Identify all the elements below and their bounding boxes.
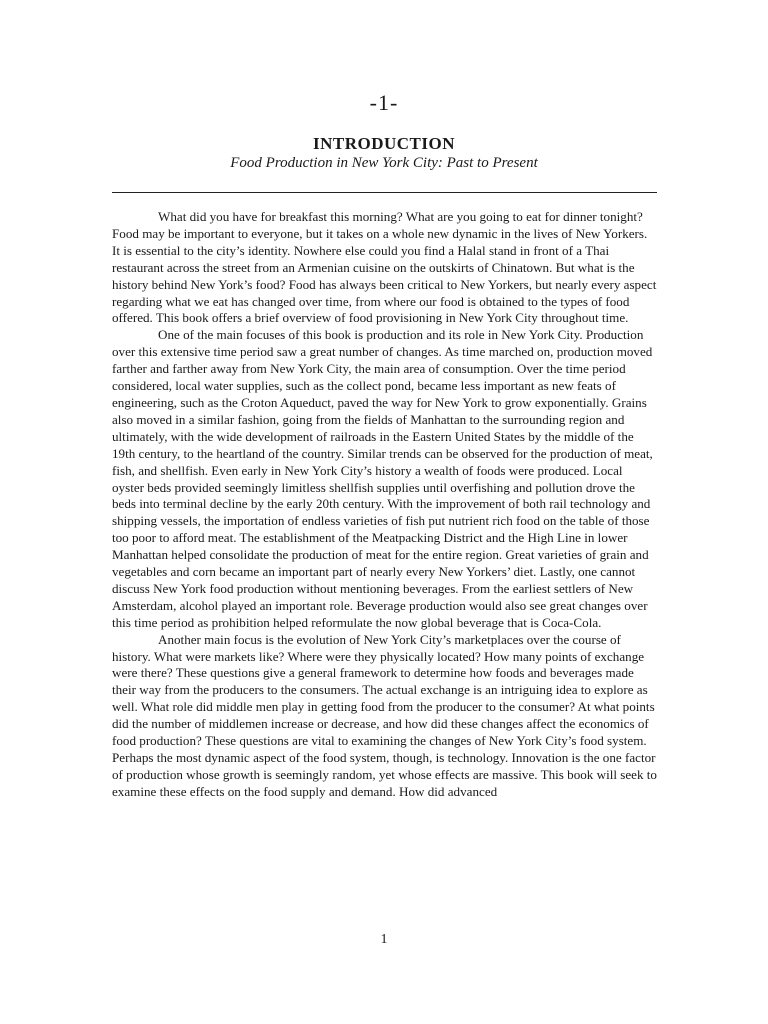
title-divider bbox=[112, 192, 657, 193]
paragraph: One of the main focuses of this book is production and its role in New York City. Production over this extensive time period saw a great number of changes. As time marched on, production moved farther and farther away from New York City, the main area of consumption. Over the time period considered, local water supplies, such as the collect pond, became less important as new feats of engineering, such as the Croton Aqueduct, paved the way for New York to grow exponentially. Grains also moved in a similar fashion, going from the fields of Manhattan to the surrounding region and ultimately, with the wide development of railroads in the Eastern United States by the middle of the 19th century, to the heartland of the country. Similar trends can be observed for the production of meat, fish, and shellfish. Even early in New York City’s history a wealth of foods were produced. Local oyster beds provided seemingly limitless shellfish supplies until overfishing and pollution drove the beds into terminal decline by the early 20th century. With the improvement of both rail technology and shipping vessels, the importation of endless varieties of fish put nutrient rich food on the table of those too poor to afford meat. The establishment of the Meatpacking District and the High Line in lower Manhattan helped consolidate the production of meat for the entire region. Great varieties of grain and vegetables and corn became an important part of nearly every New Yorkers’ diet. Lastly, one cannot discuss New York food production without mentioning beverages. From the earliest settlers of New Amsterdam, alcohol played an important role. Beverage production would also see great changes over this time period as prohibition helped reformulate the now global beverage that is Coca-Cola. bbox=[112, 327, 653, 630]
page-number: 1 bbox=[380, 932, 388, 947]
chapter-number: -1- bbox=[369, 90, 399, 115]
body-text bbox=[112, 209, 657, 801]
paragraph: What did you have for breakfast this morning? What are you going to eat for dinner tonight? Food may be important to everyone, but it takes on a whole new dynamic in the lives of New Yorkers. It is essential to the city’s identity. Nowhere else could you find a Halal stand in front of a Thai restaurant across the street from an Armenian cuisine on the outskirts of Chinatown. But what is the history behind New York’s food? Food has always been critical to New Yorkers, but nearly every aspect regarding what we eat has changed over time, from where our food is obtained to the types of food offered. This book offers a brief overview of food provisioning in New York City throughout time. bbox=[112, 209, 657, 326]
chapter-subtitle: Food Production in New York City: Past to Present bbox=[230, 155, 538, 171]
paragraph: Another main focus is the evolution of New York City’s marketplaces over the course of history. What were markets like? Where were they physically located? How many points of exchange were there? These questions give a general framework to determine how foods and beverages made their way from the producers to the consumers. The actual exchange is an intriguing idea to explore as well. What role did middle men play in getting food from the producer to the consumer? At what points did the number of middlemen increase or decrease, and how did these changes affect the economics of food production? These questions are vital to examining the changes of New York City’s food system. Perhaps the most dynamic aspect of the food system, though, is technology. Innovation is the one factor of production whose growth is seemingly random, yet whose effects are massive. This book will seek to examine these effects on the food supply and demand. How did advanced bbox=[112, 631, 657, 799]
chapter-title: INTRODUCTION bbox=[312, 134, 456, 153]
